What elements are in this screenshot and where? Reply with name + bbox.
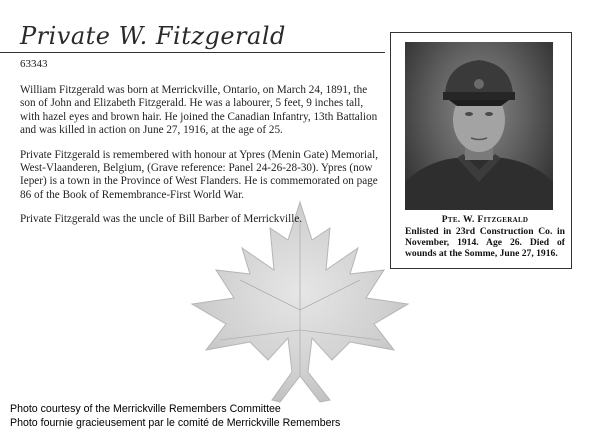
credit-french: Photo fournie gracieusement par le comité de Merrickville Remembers	[10, 417, 341, 429]
photo-credits	[10, 402, 340, 430]
biography-paragraph-memorial: Private Fitzgerald is remembered with honour at Ypres (Menin Gate) Memorial, West-Vlaanderen, Belgium, (Grave reference: Panel 24-26-28-30). Ypres (now Ieper) is a town in the Province of West Flanders. He is commemorated on page 86 of the Book of Remembrance-First World War.	[20, 148, 379, 201]
caption-soldier-name: Pte. W. Fitzgerald	[441, 214, 529, 225]
caption-service-details: Enlisted in 23rd Construction Co. in November, 1914. Age 26. Died of wounds at the Somme, June 27, 1916.	[405, 226, 565, 259]
biography-text	[20, 84, 378, 238]
photo-caption	[405, 214, 565, 259]
page-title: Private W. Fitzgerald	[20, 22, 286, 50]
service-number: 63343	[20, 58, 48, 70]
credit-english: Photo courtesy of the Merrickville Remembers Committee	[10, 403, 281, 415]
title-divider	[0, 52, 385, 53]
portrait-frame	[390, 32, 572, 269]
biography-paragraph-birth: William Fitzgerald was born at Merrickville, Ontario, on March 24, 1891, the son of John and Elizabeth Fitzgerald. He was a labourer, 5 feet, 9 inches tall, with hazel eyes and brown hair. He joined the Canadian Infantry, 13th Battalion and was killed in action on June 27, 1916, at the age of 25.	[20, 84, 378, 137]
biography-paragraph-family: Private Fitzgerald was the uncle of Bill Barber of Merrickville.	[20, 213, 303, 226]
soldier-portrait-photo	[405, 42, 553, 210]
